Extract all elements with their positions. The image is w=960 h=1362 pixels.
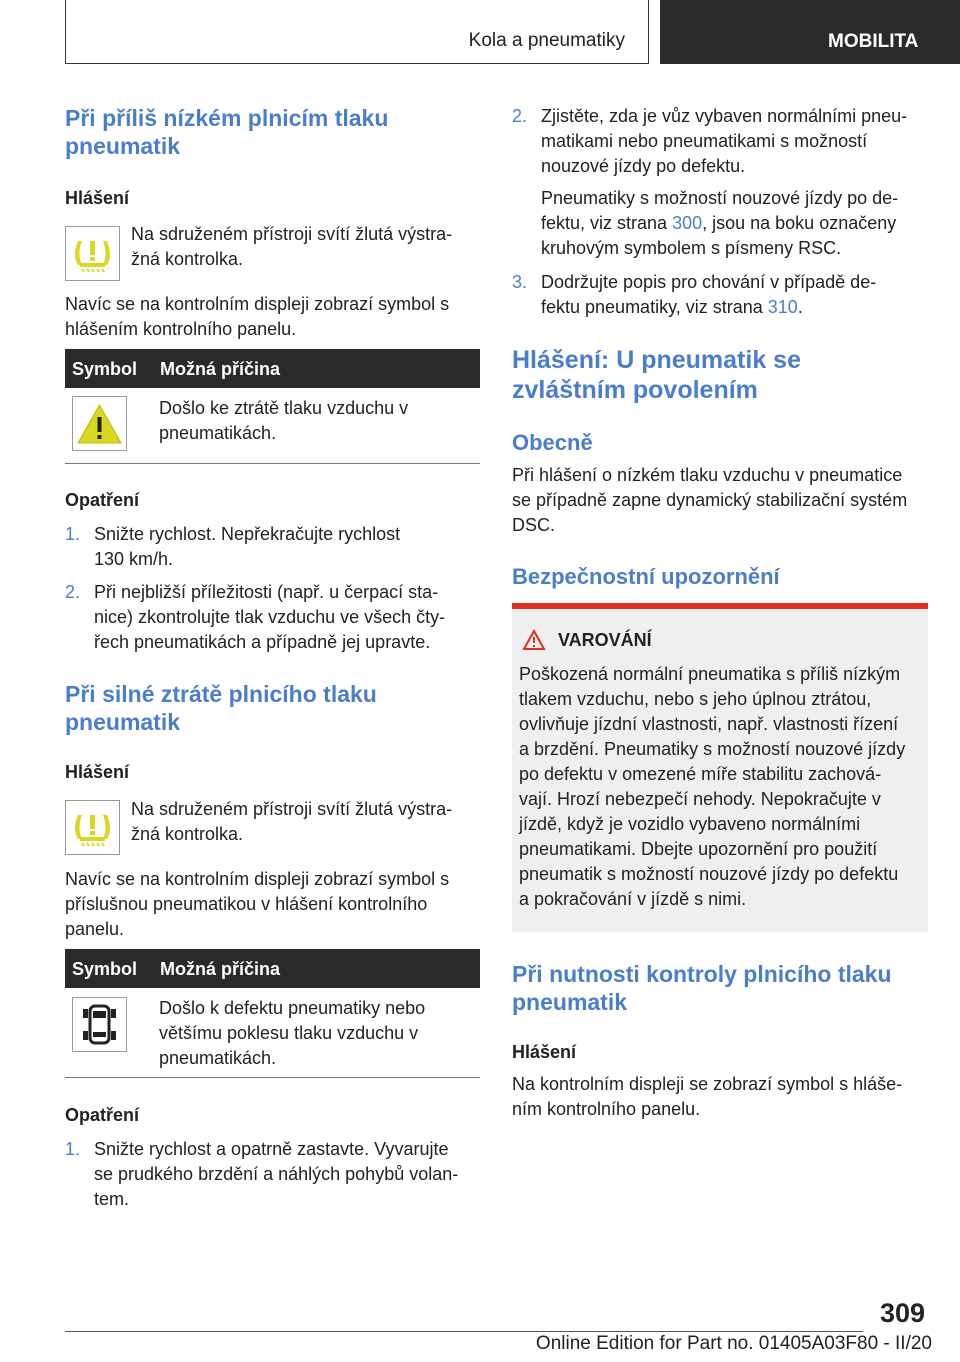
col-symbol: Symbol [72,359,138,379]
message-text: Na sdruženém přístroji svítí žlutá výstra- žná kontrolka. [131,799,453,844]
page-number: 309 [880,1298,926,1328]
table-header [65,349,480,388]
col-cause: Možná příčina [160,959,281,979]
warning-text: Poškozená normální pneumatika s příliš nízkým tlakem vzduchu, nebo s jeho úplnou ztrátou, ovlivňuje jízdní vlastnosti, např. vlastnosti řízení a brzdění. Pneumatiky s možností nouzové jízdy po defektu v omezené míře stabilitu zachová- vají. Hrozí nebezpečí nehody. Nepokračujte v jízdě, když je vozidlo vybaveno normálními pneumatikami. Dbejte upozornění pro použití pneumatik s možností nouzové jízdy po defektu a pokračování v jízdě s nimi. [519,664,906,909]
message-text: Na kontrolním displeji se zobrazí symbol s hláše- ním kontrolního panelu. [512,1074,903,1119]
heading-special-approval: Hlášení: U pneumatik se zvláštním povolením [512,346,801,404]
extra-info-text: Navíc se na kontrolním displeji zobrazí symbol s příslušnou pneumatikou v hlášení kontrolního panelu. [65,869,450,939]
rsc-info-text: Pneumatiky s možností nouzové jízdy po de- fektu, viz strana 300, jsou na boku označeny kruhovým symbolem s písmeny RSC. [541,188,899,258]
message-label: Hlášení [65,188,130,208]
heading-general: Obecně [512,430,593,455]
chapter-tab: MOBILITA [660,0,960,64]
car-flat-tire-icon [72,997,127,1052]
heading-check-pressure: Při nutnosti kontroly plnicího tlaku pneumatik [512,961,892,1015]
heading-strong-loss: Při silné ztrátě plnicího tlaku pneumatik [65,681,377,735]
edition-text: Online Edition for Part no. 01405A03F80 - II/20 [535,1333,932,1354]
table-cause-text: Došlo k defektu pneumatiky nebo většímu poklesu tlaku vzduchu v pneumatikách. [159,998,426,1068]
message-label: Hlášení [512,1042,577,1062]
warning-box [512,609,928,932]
table-cause-text: Došlo ke ztrátě tlaku vzduchu v pneumatikách. [159,398,409,443]
general-text: Při hlášení o nízkém tlaku vzduchu v pneumatice se případně zapne dynamický stabilizační systém DSC. [512,465,908,535]
warning-label: VAROVÁNÍ [558,630,652,650]
list-item: 2. Při nejbližší příležitosti (např. u čerpací sta- nice) zkontrolujte tlak vzduchu ve všech čty- řech pneumatikách a případně jej upravte. [65,582,446,652]
message-label: Hlášení [65,762,130,782]
list-item: 1. Snižte rychlost a opatrně zastavte. Vyvarujte se prudkého brzdění a náhlých pohybů volan- tem. [65,1139,459,1209]
table-divider [65,463,480,464]
actions-label: Opatření [65,490,140,510]
tire-pressure-warning-lamp-icon [65,800,120,855]
table-divider [65,1077,480,1078]
heading-low-pressure: Při příliš nízkém plnicím tlaku pneumatik [65,105,389,159]
page-link-300[interactable]: 300 [672,213,703,233]
footer-divider [65,1331,863,1332]
warning-sign-icon [522,629,546,656]
list-item: 3. Dodržujte popis pro chování v případě de- fektu pneumatiky, viz strana 310. [512,272,877,317]
col-cause: Možná příčina [160,359,281,379]
actions-label: Opatření [65,1105,140,1125]
table-header [65,949,480,988]
warning-triangle-icon [72,396,127,451]
heading-safety: Bezpečnostní upozornění [512,564,780,589]
col-symbol: Symbol [72,959,138,979]
list-item: 2. Zjistěte, zda je vůz vybaven normálními pneu- matikami nebo pneumatikami s možností nouzové jízdy po defektu. [512,106,908,176]
extra-info-text: Navíc se na kontrolním displeji zobrazí symbol s hlášením kontrolního panelu. [65,294,450,339]
list-item: 1. Snižte rychlost. Nepřekračujte rychlost 130 km/h. [65,524,401,569]
section-title: Kola a pneumatiky [468,30,625,51]
tire-pressure-warning-lamp-icon [65,226,120,281]
message-text: Na sdruženém přístroji svítí žlutá výstra- žná kontrolka. [131,224,453,269]
page-link-310[interactable]: 310 [767,297,798,317]
